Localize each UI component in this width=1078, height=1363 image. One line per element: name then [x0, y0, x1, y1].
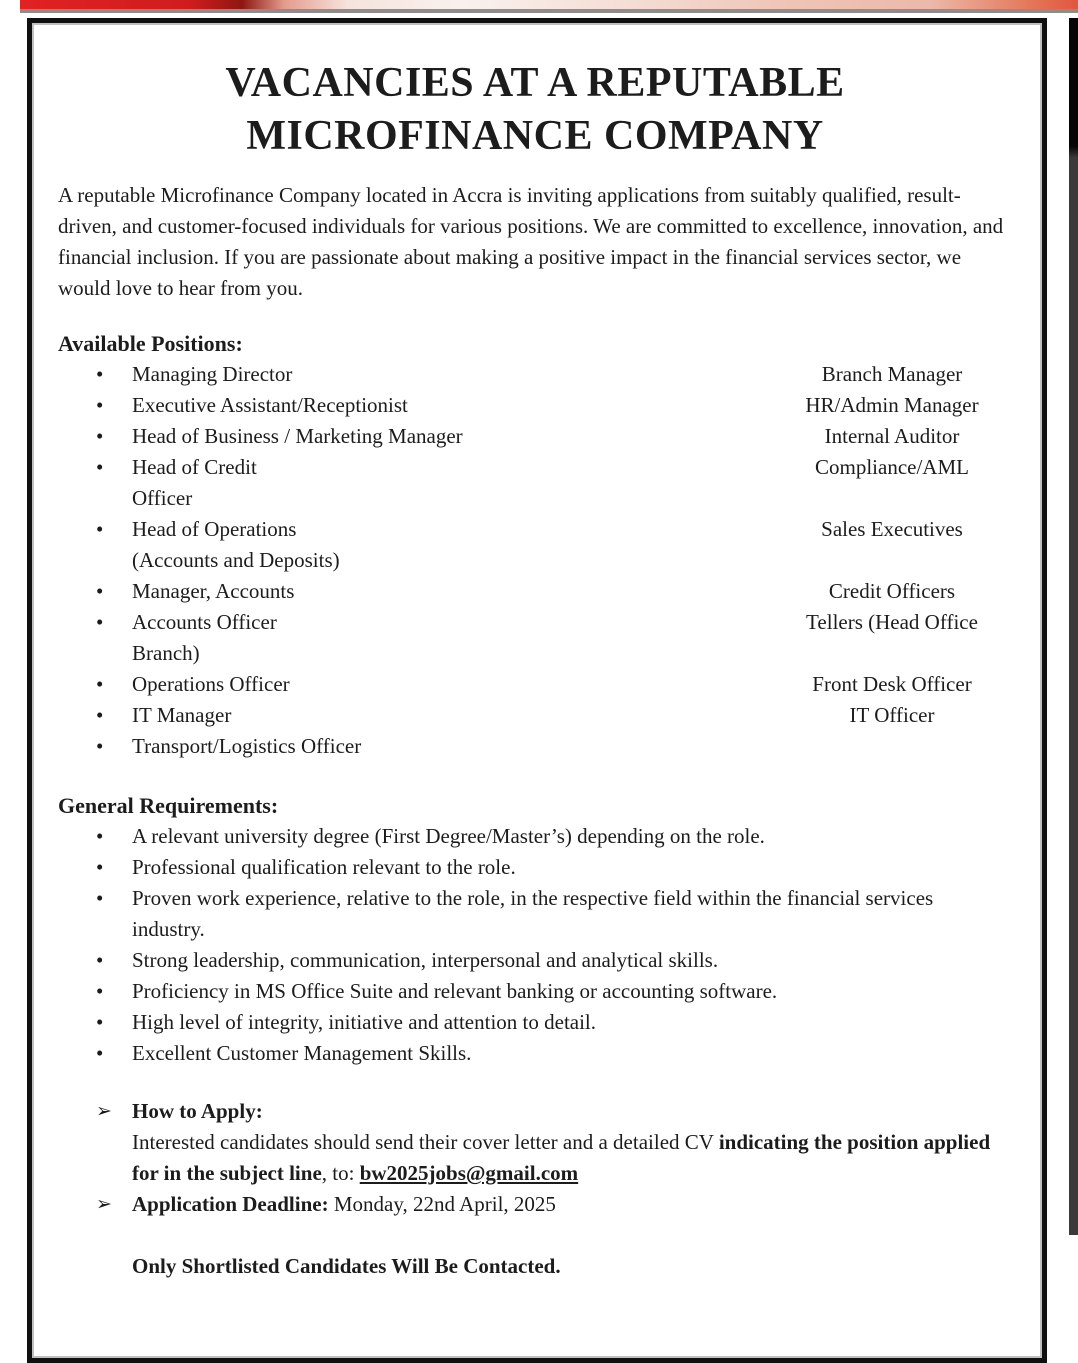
requirement-item — [58, 976, 1012, 1007]
bullet-icon: • — [96, 824, 104, 848]
requirement-text: Strong leadership, communication, interpersonal and analytical skills. — [132, 948, 719, 972]
position-row — [58, 669, 1012, 700]
position-row — [58, 607, 1012, 638]
how-to-apply-heading-row — [58, 1096, 1012, 1127]
requirement-item — [58, 945, 1012, 976]
position-right-text: IT Officer — [849, 703, 935, 727]
requirement-text: Excellent Customer Management Skills. — [132, 1041, 472, 1065]
position-row — [58, 514, 1012, 545]
position-left-text: Head of Credit — [132, 455, 257, 479]
position-right-text: Branch Manager — [821, 362, 963, 386]
general-requirements-heading: General Requirements: — [58, 793, 279, 818]
requirement-text: High level of integrity, initiative and attention to detail. — [132, 1010, 597, 1034]
bullet-icon: • — [96, 672, 104, 696]
position-row — [58, 731, 1012, 762]
position-row — [58, 700, 1012, 731]
apply-text-to: , to: — [321, 1161, 360, 1185]
how-to-apply-section — [58, 1096, 1012, 1220]
available-positions-heading: Available Positions: — [58, 331, 243, 356]
position-row — [58, 483, 1012, 514]
vacancy-flyer — [27, 18, 1047, 1363]
deadline-label: Application Deadline: — [132, 1192, 329, 1216]
apply-text-bold: indicating the position applied for in the subject line — [132, 1130, 991, 1185]
general-requirements-section — [58, 790, 1012, 1069]
deadline-value: Monday, 22nd April, 2025 — [328, 1192, 556, 1216]
page-title — [58, 57, 1012, 163]
top-divider-line — [20, 9, 1078, 13]
bullet-icon: • — [96, 734, 104, 758]
bullet-icon: • — [96, 424, 104, 448]
position-left-text: Operations Officer — [132, 672, 290, 696]
available-positions-section — [58, 328, 1012, 762]
bullet-icon: • — [96, 517, 104, 541]
bullet-icon: • — [96, 610, 104, 634]
title-line-2: MICROFINANCE COMPANY — [246, 113, 824, 159]
position-row — [58, 638, 1012, 669]
deadline-text — [132, 1189, 556, 1220]
shortlist-note: Only Shortlisted Candidates Will Be Contacted. — [132, 1254, 561, 1278]
position-left-text: Executive Assistant/Receptionist — [132, 393, 408, 417]
position-right-text: Internal Auditor — [824, 424, 960, 448]
bullet-icon: • — [96, 1010, 104, 1034]
bullet-icon: • — [96, 393, 104, 417]
deadline-row — [58, 1189, 1012, 1220]
requirement-text: A relevant university degree (First Degree/Master’s) depending on the role. — [132, 824, 765, 848]
intro-paragraph: A reputable Microfinance Company located in Accra is inviting applications from suitably qualified, result-driven, and customer-focused individuals for various positions. We are committed to excellence, innovation, and financial inclusion. If you are passionate about making a positive impact in the financial services sector, we would love to hear from you. — [58, 183, 1004, 300]
page-edge-strip — [1069, 18, 1078, 1235]
positions-list — [58, 359, 1012, 762]
position-left-text: Officer — [132, 486, 193, 510]
position-left-text: Head of Operations — [132, 517, 297, 541]
requirements-list — [58, 821, 1012, 1069]
title-line-1: VACANCIES AT A REPUTABLE — [225, 60, 845, 106]
position-row — [58, 359, 1012, 390]
position-row — [58, 421, 1012, 452]
decorative-top-bar — [20, 0, 1078, 9]
position-left-text: Branch) — [132, 641, 200, 665]
bullet-icon: • — [96, 855, 104, 879]
bullet-icon: • — [96, 1041, 104, 1065]
position-row — [58, 545, 1012, 576]
bullet-icon: • — [96, 703, 104, 727]
arrow-icon: ➢ — [96, 1101, 112, 1122]
position-left-text: (Accounts and Deposits) — [132, 548, 340, 572]
position-left-text: Accounts Officer — [132, 610, 277, 634]
requirement-text: Proficiency in MS Office Suite and relevant banking or accounting software. — [132, 979, 778, 1003]
position-left-text: Head of Business / Marketing Manager — [132, 424, 463, 448]
requirement-text: Professional qualification relevant to the role. — [132, 855, 516, 879]
position-row — [58, 390, 1012, 421]
requirement-item — [58, 821, 1012, 852]
requirement-item — [58, 852, 1012, 883]
requirement-text: Proven work experience, relative to the role, in the respective field within the financial services industry. — [132, 886, 934, 941]
position-row — [58, 452, 1012, 483]
position-left-text: Transport/Logistics Officer — [132, 734, 362, 758]
position-right-text: HR/Admin Manager — [805, 393, 979, 417]
position-right-text: Sales Executives — [821, 517, 963, 541]
position-left-text: Managing Director — [132, 362, 293, 386]
bullet-icon: • — [96, 886, 104, 910]
position-right-text — [772, 638, 1012, 669]
position-right-text — [772, 483, 1012, 514]
bullet-icon: • — [96, 362, 104, 386]
bullet-icon: • — [96, 579, 104, 603]
position-right-text: Front Desk Officer — [812, 672, 972, 696]
position-left-text: Manager, Accounts — [132, 579, 295, 603]
email-link[interactable]: bw2025jobs@gmail.com — [359, 1161, 579, 1185]
position-right-text: Tellers (Head Office — [806, 610, 978, 634]
how-to-apply-heading: How to Apply: — [132, 1099, 263, 1123]
requirement-item — [58, 1007, 1012, 1038]
position-right-text — [772, 545, 1012, 576]
position-left-text: IT Manager — [132, 703, 232, 727]
apply-text-normal: Interested candidates should send their cover letter and a detailed CV — [132, 1130, 719, 1154]
bullet-icon: • — [96, 948, 104, 972]
position-row — [58, 576, 1012, 607]
bullet-icon: • — [96, 455, 104, 479]
requirement-item — [58, 883, 1012, 945]
bullet-icon: • — [96, 979, 104, 1003]
apply-instructions-paragraph — [132, 1127, 1012, 1189]
position-right-text — [772, 731, 1012, 762]
requirement-item — [58, 1038, 1012, 1069]
arrow-icon: ➢ — [96, 1194, 112, 1215]
position-right-text: Credit Officers — [828, 579, 956, 603]
position-right-text: Compliance/AML — [815, 455, 969, 479]
